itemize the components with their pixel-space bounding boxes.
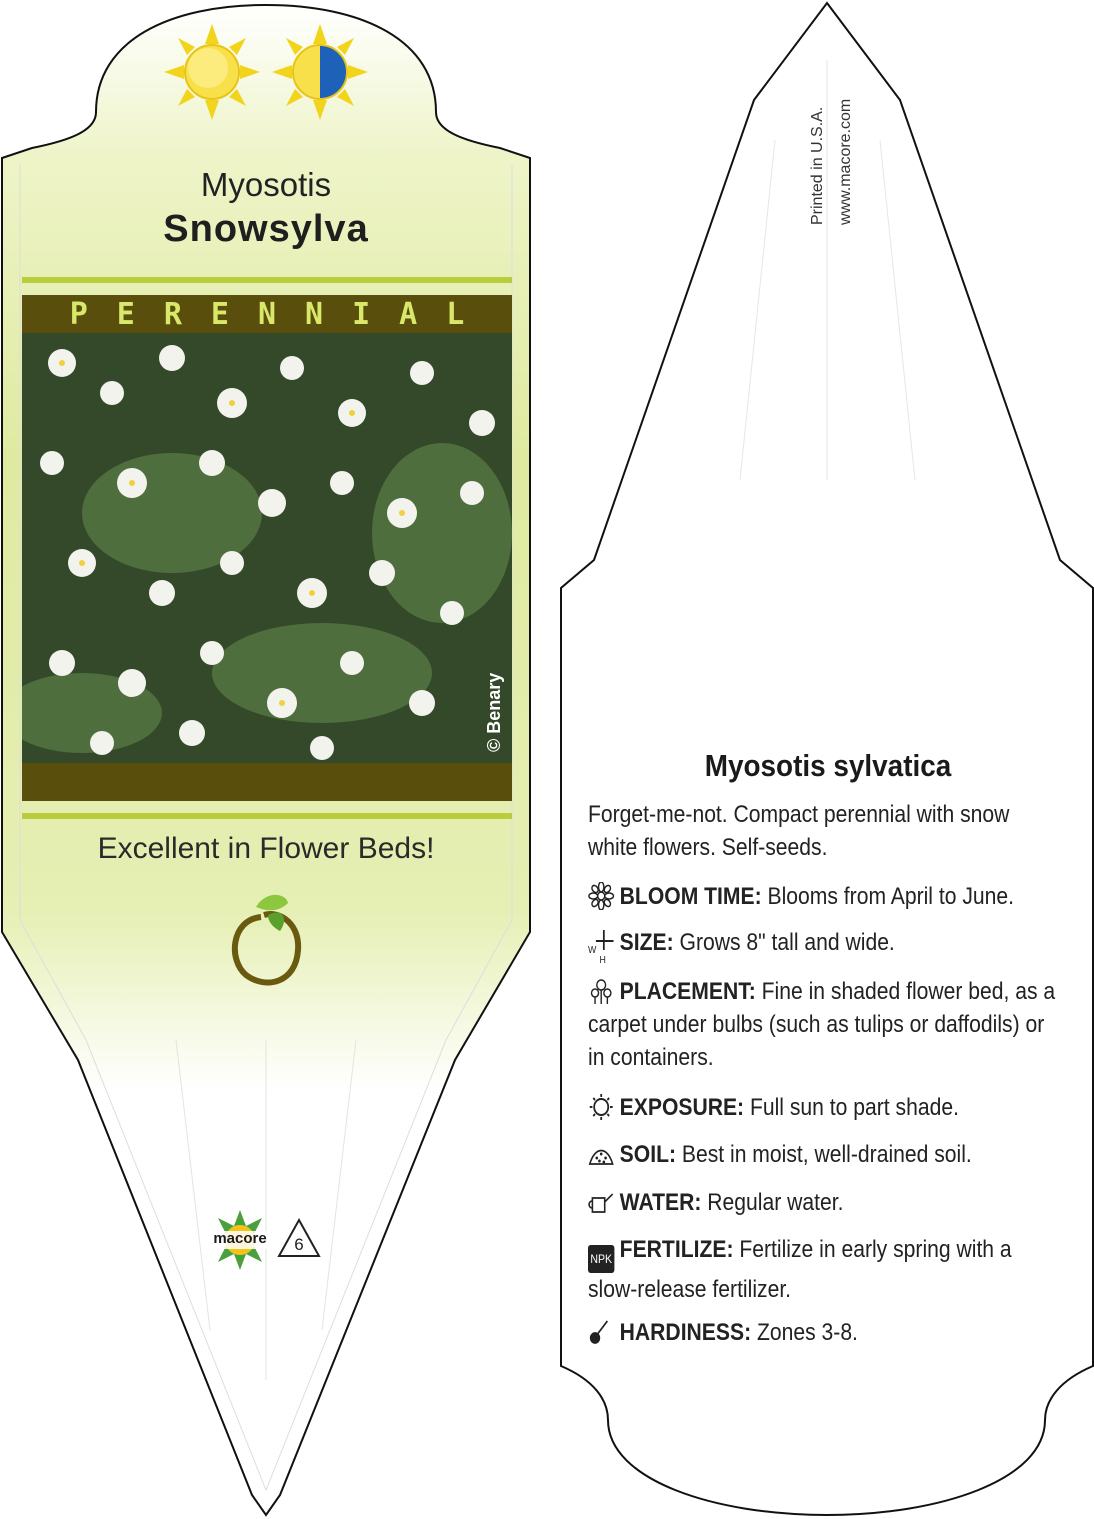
placement-line-1: Fine in shaded flower bed, as a (755, 978, 1056, 1005)
placement-line-3: in containers. (588, 1044, 714, 1071)
full-sun-icon (164, 24, 260, 120)
flower-icon (588, 882, 614, 910)
size-text: Grows 8" tall and wide. (673, 929, 895, 956)
size-row (588, 926, 1002, 966)
water-label: WATER: (619, 1189, 702, 1216)
printed-in-text: Printed in U.S.A. (809, 106, 826, 225)
recycle-code: 6 (294, 1235, 304, 1254)
tagline: Excellent in Flower Beds! (97, 832, 435, 865)
printed-in (808, 99, 856, 225)
hardiness-text: Zones 3-8. (751, 1319, 858, 1346)
fertilize-line-2: slow-release fertilizer. (588, 1276, 792, 1303)
exposure-row (588, 1091, 1002, 1124)
plant-genus: Myosotis (200, 166, 332, 203)
soil-label: SOIL: (619, 1141, 676, 1168)
description (588, 798, 1010, 864)
fertilize-line-1: Fertilize in early spring with a (733, 1236, 1012, 1263)
plant-cultivar: Snowsylva (163, 208, 369, 250)
bloom-time-row (588, 880, 1015, 913)
plant-photo (22, 333, 512, 763)
bloom-label: BLOOM TIME: (619, 883, 762, 910)
placement-row (588, 975, 1056, 1074)
size-label: SIZE: (619, 929, 674, 956)
thermometer-icon (588, 1318, 614, 1346)
soil-text: Best in moist, well-drained soil. (676, 1141, 972, 1168)
soil-row (588, 1138, 1002, 1171)
size-arrows-icon (588, 928, 614, 966)
botanical-name: Myosotis sylvatica (704, 748, 952, 783)
exposure-label: EXPOSURE: (619, 1094, 745, 1121)
hardiness-row (588, 1316, 1002, 1349)
watering-can-icon (588, 1188, 614, 1216)
placement-line-2: carpet under bulbs (such as tulips or daffodils) or (588, 1011, 1045, 1038)
size-h-letter: H (599, 955, 606, 966)
fertilizer-bag-icon (588, 1245, 614, 1273)
brand-name: macore (213, 1230, 267, 1247)
description-line-2: white flowers. Self-seeds. (588, 834, 828, 861)
hardiness-label: HARDINESS: (619, 1319, 752, 1346)
npk-text: NPK (590, 1252, 613, 1266)
category-label: PERENNIAL (69, 297, 494, 332)
website-text: www.macore.com (837, 98, 854, 225)
soil-icon (588, 1140, 614, 1168)
fertilize-label: FERTILIZE: (619, 1236, 734, 1263)
placement-label: PLACEMENT: (619, 978, 756, 1005)
bloom-text: Blooms from April to June. (761, 883, 1015, 910)
photo-credit: © Benary (484, 672, 504, 752)
description-line-1: Forget-me-not. Compact perennial with snow (588, 801, 1010, 828)
size-w-letter: W (588, 945, 597, 956)
photo-bottom-band (22, 763, 512, 801)
sun-icon (588, 1093, 614, 1121)
water-text: Regular water. (701, 1189, 844, 1216)
exposure-text: Full sun to part shade. (744, 1094, 959, 1121)
part-sun-icon (272, 24, 368, 120)
water-row (588, 1186, 1002, 1219)
plants-icon (588, 977, 614, 1005)
fertilize-row (588, 1233, 1012, 1306)
